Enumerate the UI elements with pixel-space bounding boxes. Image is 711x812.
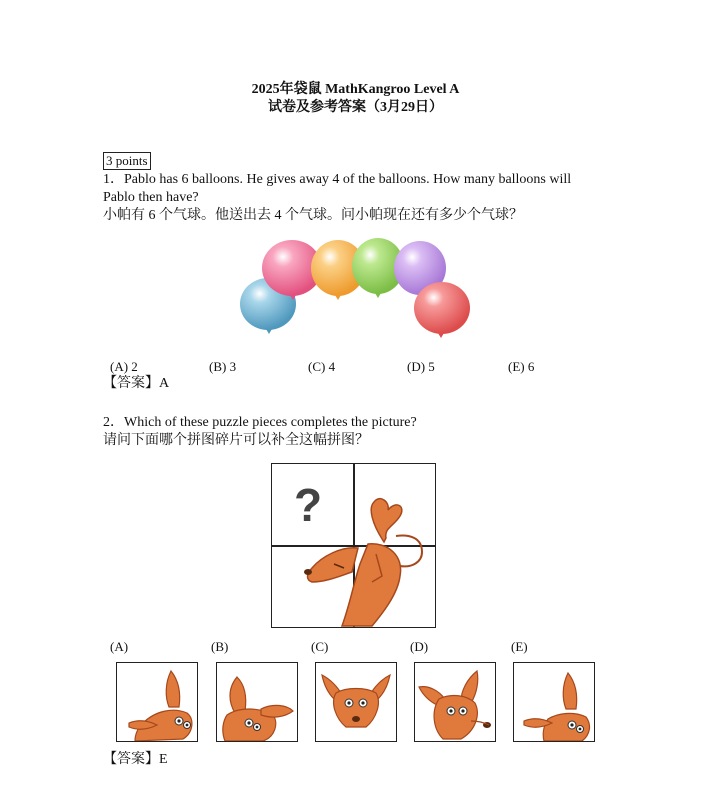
q1-option-c: (C) 4 [308, 359, 336, 374]
balloons-illustration [230, 232, 480, 342]
q2-option-a-piece [116, 662, 198, 742]
page-title: 2025年袋鼠 MathKangroo Level A [251, 82, 460, 97]
balloon-red [414, 282, 470, 338]
page-subtitle: 试卷及参考答案（3月29日） [268, 100, 443, 115]
q1-option-e: (E) 6 [508, 359, 535, 374]
q2-option-e-piece [513, 662, 595, 742]
q2-option-a-label: (A) [110, 639, 129, 654]
points-label: 3 points [103, 152, 151, 170]
q1-option-a: (A) 2 [110, 359, 138, 374]
q2-option-d-piece [414, 662, 496, 742]
question-mark: ? [294, 479, 323, 531]
q2-option-b-piece [216, 662, 298, 742]
q1-text-en-line1: 1．Pablo has 6 balloons. He gives away 4 of the balloons. How many balloons will [103, 172, 572, 187]
q2-option-c-label: (C) [311, 639, 329, 654]
q2-option-c-piece [315, 662, 397, 742]
q1-option-b: (B) 3 [209, 359, 237, 374]
q2-option-e-label: (E) [511, 639, 528, 654]
q2-option-b-label: (B) [211, 639, 229, 654]
q1-text-zh: 小帕有 6 个气球。他送出去 4 个气球。问小帕现在还有多少个气球？ [103, 208, 523, 223]
kangaroo-picture [272, 464, 435, 627]
q2-option-d-label: (D) [410, 639, 429, 654]
q1-text-en-line2: Pablo then have? [103, 190, 199, 205]
q2-answer: 【答案】E [103, 752, 168, 767]
q1-option-d: (D) 5 [407, 359, 435, 374]
puzzle-grid [271, 463, 436, 628]
q1-answer: 【答案】A [103, 376, 170, 391]
q2-text-zh: 请问下面哪个拼图碎片可以补全这幅拼图？ [103, 433, 369, 448]
q2-text-en: 2．Which of these puzzle pieces completes the picture? [103, 415, 417, 430]
